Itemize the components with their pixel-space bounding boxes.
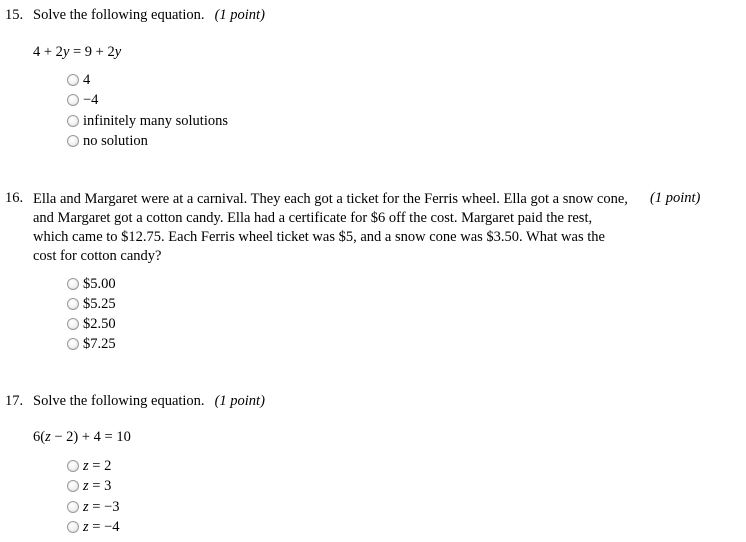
option-label: 4: [83, 71, 91, 88]
answer-option-1[interactable]: [67, 456, 111, 476]
answer-option-3[interactable]: [67, 497, 120, 517]
option-label: $5.25: [83, 295, 116, 312]
radio-button[interactable]: [67, 480, 79, 492]
radio-button[interactable]: [67, 501, 79, 513]
option-label: z = −3: [83, 498, 120, 515]
answer-option-2[interactable]: [67, 476, 111, 496]
option-label: z = 2: [83, 457, 112, 474]
radio-button[interactable]: [67, 298, 79, 310]
answer-option-2[interactable]: [67, 294, 116, 314]
answer-option-4[interactable]: [67, 131, 148, 151]
radio-button[interactable]: [67, 278, 79, 290]
question-text: Ella and Margaret were at a carnival. They each got a ticket for the Ferris wheel. Ella got a snow cone, and Margaret got a cotton candy. Ella had a certificate for $6 off the cost. Margaret paid the rest, which came to $12.75. Each Ferris wheel ticket was $5, and a snow cone was $3.50. What was the cost for cotton candy?: [33, 191, 628, 264]
option-label: no solution: [83, 132, 148, 149]
equation: 4 + 2y = 9 + 2y: [33, 44, 122, 60]
question-header: [5, 7, 265, 24]
option-label: $2.50: [83, 315, 116, 332]
radio-button[interactable]: [67, 94, 79, 106]
answer-option-3[interactable]: [67, 314, 116, 334]
radio-button[interactable]: [67, 115, 79, 127]
question-points: (1 point): [214, 7, 265, 23]
option-label: z = −4: [83, 518, 120, 535]
radio-button[interactable]: [67, 135, 79, 147]
question-title: Solve the following equation.: [33, 393, 205, 409]
option-label: infinitely many solutions: [83, 112, 228, 129]
question-header: [5, 393, 265, 410]
answer-option-4[interactable]: [67, 334, 116, 354]
question-points: (1 point): [214, 393, 265, 409]
question-number: 15.: [5, 7, 24, 23]
option-label: −4: [83, 91, 99, 108]
answer-option-2[interactable]: [67, 90, 98, 110]
radio-button[interactable]: [67, 460, 79, 472]
equation: 6(z − 2) + 4 = 10: [33, 429, 131, 445]
question-title: Solve the following equation.: [33, 7, 205, 23]
question-number: 17.: [5, 393, 24, 409]
option-label: z = 3: [83, 477, 112, 494]
question-points: (1 point): [650, 190, 701, 206]
answer-option-1[interactable]: [67, 274, 116, 294]
radio-button[interactable]: [67, 338, 79, 350]
option-label: $7.25: [83, 335, 116, 352]
radio-button[interactable]: [67, 74, 79, 86]
option-label: $5.00: [83, 275, 116, 292]
answer-option-4[interactable]: [67, 517, 120, 537]
question-number: 16.: [5, 190, 24, 206]
answer-option-3[interactable]: [67, 111, 228, 131]
radio-button[interactable]: [67, 318, 79, 330]
question-header: [5, 190, 33, 207]
radio-button[interactable]: [67, 521, 79, 533]
answer-option-1[interactable]: [67, 70, 90, 90]
